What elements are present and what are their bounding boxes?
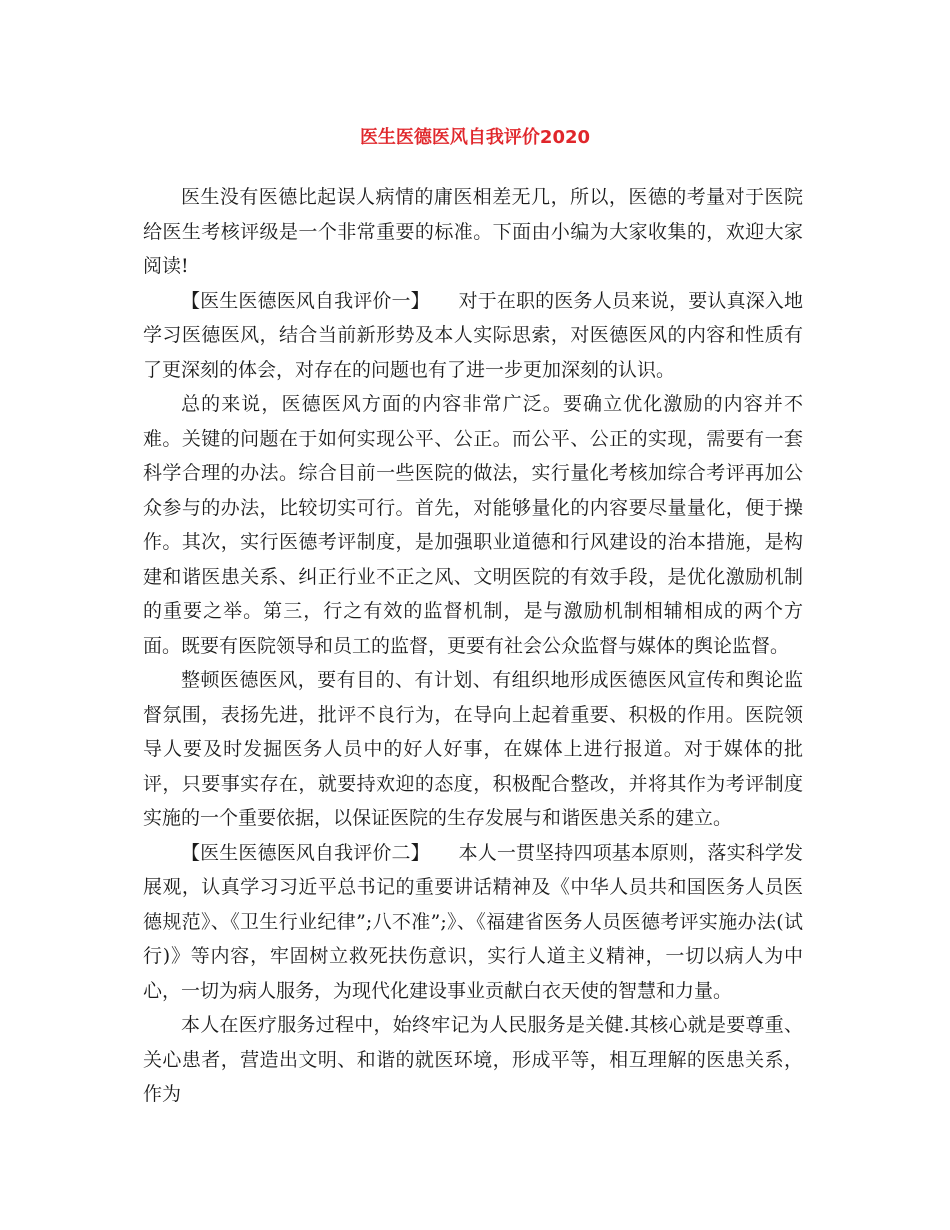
paragraph-intro: 医生没有医德比起误人病情的庸医相差无几，所以，医德的考量对于医院给医生考核评级是一个非常重要的标准。下面由小编为大家收集的，欢迎大家阅读! <box>143 186 803 277</box>
document-body <box>143 180 803 1112</box>
paragraph-service: 本人在医疗服务过程中，始终牢记为人民服务是关健.其核心就是要尊重、关心患者，营造出文明、和谐的就医环境，形成平等，相互理解的医患关系，作为 <box>143 1014 803 1105</box>
document-title: 医生医德医风自我评价2020 <box>359 127 591 148</box>
paragraph-summary: 总的来说，医德医风方面的内容非常广泛。要确立优化激励的内容并不难。关键的问题在于如何实现公平、公正。而公平、公正的实现，需要有一套科学合理的办法。综合目前一些医院的做法，实行量化考核加综合考评再加公众参与的办法，比较切实可行。首先，对能够量化的内容要尽量量化，便于操作。其次，实行医德考评制度，是加强职业道德和行风建设的治本措施，是构建和谐医患关系、纠正行业不正之风、文明医院的有效手段，是优化激励机制的重要之举。第三，行之有效的监督机制，是与激励机制相辅相成的两个方面。既要有医院领导和员工的监督，更要有社会公众监督与媒体的舆论监督。 <box>143 393 803 657</box>
paragraph-evaluation-one: 【医生医德医风自我评价一】 对于在职的医务人员来说，要认真深入地学习医德医风，结合当前新形势及本人实际思索，对医德医风的内容和性质有了更深刻的体会，对存在的问题也有了进一步更加深刻的认识。 <box>143 289 803 381</box>
paragraph-evaluation-two: 【医生医德医风自我评价二】 本人一贯坚持四项基本原则，落实科学发展观，认真学习习近平总书记的重要讲话精神及《中华人员共和国医务人员医德规范》、《卫生行业纪律”;八不准”;》、《福建省医务人员医德考评实施办法(试行)》等内容，牢固树立救死扶伤意识，实行人道主义精神，一切以病人为中心，一切为病人服务，为现代化建设事业贡献白衣天使的智慧和力量。 <box>143 841 803 1002</box>
paragraph-rectification: 整顿医德医风，要有目的、有计划、有组织地形成医德医风宣传和舆论监督氛围，表扬先进，批评不良行为，在导向上起着重要、积极的作用。医院领导人要及时发掘医务人员中的好人好事，在媒体上进行报道。对于媒体的批评，只要事实存在，就要持欢迎的态度，积极配合整改，并将其作为考评制度实施的一个重要依据，以保证医院的生存发展与和谐医患关系的建立。 <box>143 669 803 829</box>
